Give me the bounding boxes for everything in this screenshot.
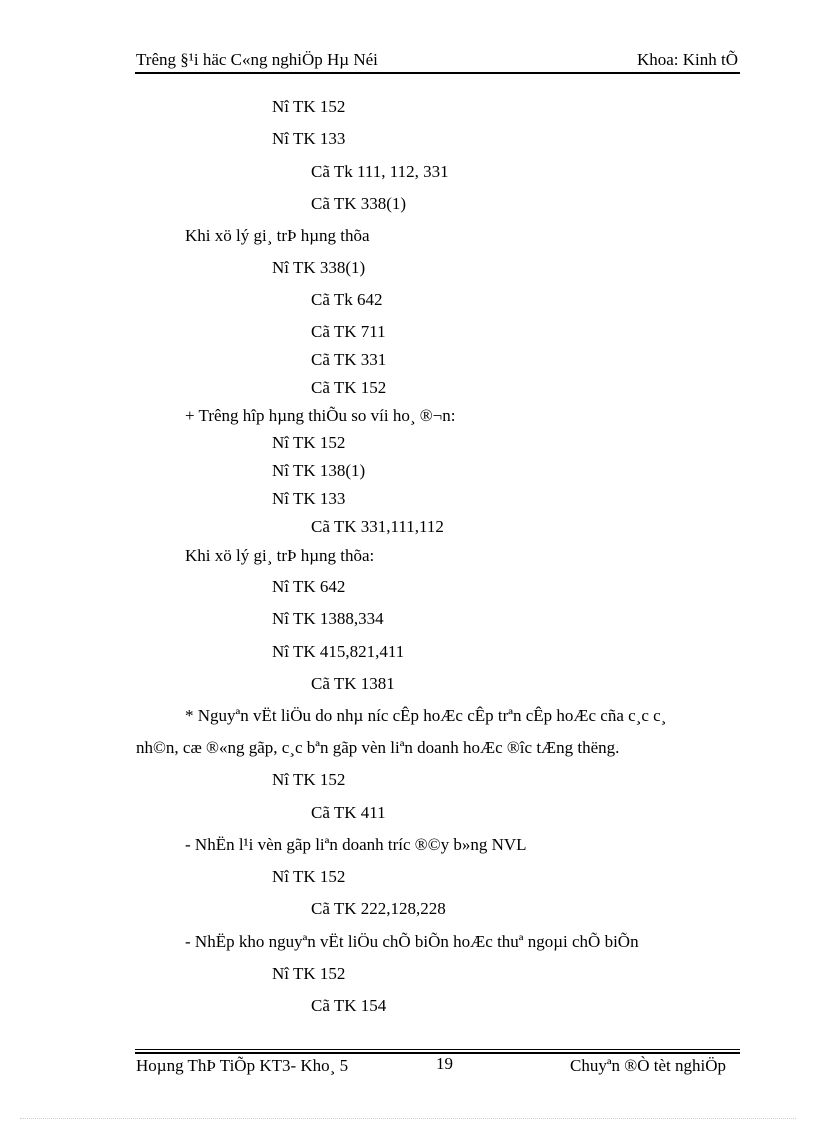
text-line: Khi xö lý gi¸ trÞ hµng thõa: <box>185 546 375 565</box>
text-line: Khi xö lý gi¸ trÞ hµng thõa <box>185 226 370 245</box>
text-line: - NhËp kho nguyªn vËt liÖu chÕ biÕn hoÆc thuª ngoµi chÕ biÕn <box>185 932 639 951</box>
text-line: Cã TK 222,128,228 <box>311 899 446 918</box>
text-line: Cã TK 411 <box>311 803 386 822</box>
text-line: Nî TK 133 <box>272 489 346 508</box>
text-line: * Nguyªn vËt liÖu do nhµ níc cÊp hoÆc cÊp trªn cÊp hoÆc cña c¸c c¸ <box>185 706 667 725</box>
text-line: Cã TK 331,111,112 <box>311 517 444 536</box>
footer-right: Chuyªn ®Ò tèt nghiÖp <box>570 1056 726 1075</box>
text-line: - NhËn l¹i vèn gãp liªn doanh tríc ®©y b»ng NVL <box>185 835 527 854</box>
text-line: + Trêng hîp hµng thiÕu so víi ho¸ ®¬n: <box>185 406 456 425</box>
text-line: Cã TK 711 <box>311 322 386 341</box>
text-line: Nî TK 642 <box>272 577 346 596</box>
text-line: Cã TK 152 <box>311 378 387 397</box>
text-line: Nî TK 152 <box>272 97 346 116</box>
text-line: nh©n, cæ ®«ng gãp, c¸c bªn gãp vèn liªn doanh hoÆc ®îc tÆng thëng. <box>136 738 620 757</box>
header-left: Trêng §¹i häc C«ng nghiÖp Hµ Néi <box>136 50 378 69</box>
text-line: Nî TK 138(1) <box>272 461 366 480</box>
text-line: Cã TK 338(1) <box>311 194 407 213</box>
text-line: Nî TK 152 <box>272 867 346 886</box>
text-line: Nî TK 152 <box>272 770 346 789</box>
text-line: Cã TK 1381 <box>311 674 395 693</box>
text-line: Cã TK 331 <box>311 350 387 369</box>
text-line: Nî TK 415,821,411 <box>272 642 405 661</box>
text-line: Nî TK 1388,334 <box>272 609 384 628</box>
text-line: Nî TK 152 <box>272 964 346 983</box>
text-line: Cã TK 154 <box>311 996 387 1015</box>
text-line: Cã Tk 111, 112, 331 <box>311 162 449 181</box>
text-line: Nî TK 338(1) <box>272 258 366 277</box>
page-number: 19 <box>436 1054 453 1073</box>
text-line: Cã Tk 642 <box>311 290 383 309</box>
text-line: Nî TK 152 <box>272 433 346 452</box>
header-right: Khoa: Kinh tÕ <box>636 50 738 69</box>
header-rule <box>135 72 740 74</box>
footer-rule <box>135 1049 740 1050</box>
text-line: Nî TK 133 <box>272 129 346 148</box>
footer-left: Hoµng ThÞ TiÕp KT3- Kho¸ 5 <box>136 1056 349 1075</box>
page-edge <box>20 1118 796 1119</box>
